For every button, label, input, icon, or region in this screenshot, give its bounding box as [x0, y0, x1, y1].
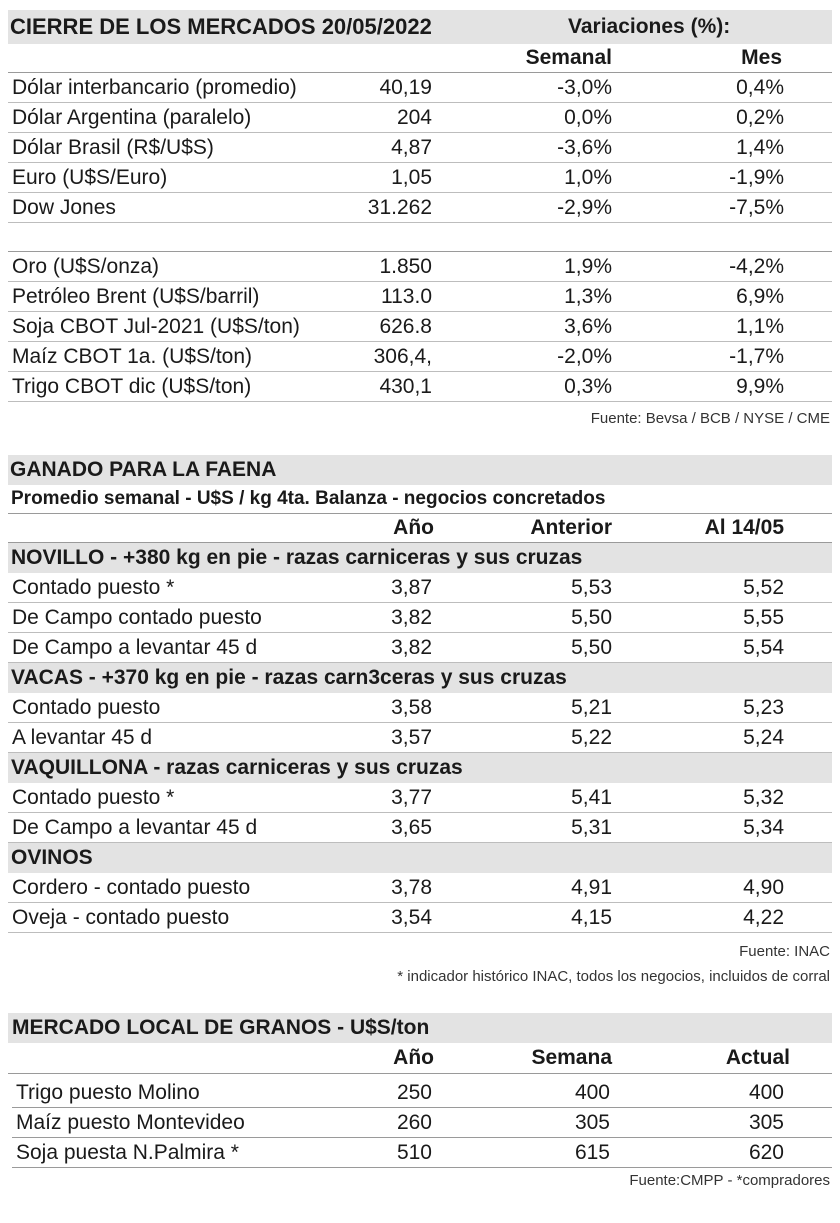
market-value: 40,19 [379, 76, 432, 99]
livestock-al: 5,52 [743, 576, 784, 599]
market-label: Soja CBOT Jul-2021 (U$S/ton) [12, 315, 300, 338]
livestock-anio: 3,87 [391, 576, 432, 599]
livestock-row [8, 783, 832, 813]
market-mes: 9,9% [736, 375, 784, 398]
grain-actual: 305 [748, 1111, 784, 1134]
category-description: - +370 kg en pie - razas carn3ceras y sus cruzas [82, 666, 567, 689]
market-value: 31.262 [367, 196, 432, 219]
market-semanal: 1,9% [564, 255, 612, 278]
livestock-row [8, 903, 832, 933]
col-semanal: Semanal [525, 46, 612, 69]
livestock-anterior: 5,53 [571, 576, 612, 599]
livestock-label: De Campo a levantar 45 d [12, 816, 258, 839]
market-label: Euro (U$S/Euro) [12, 166, 168, 189]
livestock-category-header [8, 843, 832, 873]
livestock-anio: 3,54 [391, 906, 432, 929]
grain-semana: 305 [574, 1111, 610, 1134]
grain-actual: 620 [748, 1141, 784, 1164]
grain-row [12, 1078, 832, 1108]
cierre-group-spacer [8, 223, 832, 252]
market-row [8, 103, 832, 133]
market-mes: -1,7% [729, 345, 784, 368]
livestock-anterior: 4,91 [571, 876, 612, 899]
cierre-header-bar [8, 10, 832, 44]
grain-semana: 615 [574, 1141, 610, 1164]
market-value: 306,4, [373, 345, 432, 368]
livestock-anio: 3,78 [391, 876, 432, 899]
livestock-anterior: 5,41 [571, 786, 612, 809]
livestock-category-header [8, 543, 832, 573]
granos-rows [8, 1078, 832, 1168]
market-semanal: 1,0% [564, 166, 612, 189]
livestock-al: 4,90 [743, 876, 784, 899]
market-row [8, 372, 832, 402]
market-semanal: 1,3% [564, 285, 612, 308]
livestock-al: 5,24 [743, 726, 784, 749]
livestock-al: 5,34 [743, 816, 784, 839]
livestock-label: Oveja - contado puesto [12, 906, 230, 929]
grain-label: Soja puesta N.Palmira * [16, 1141, 239, 1164]
granos-source: Fuente:CMPP - *compradores [629, 1172, 830, 1189]
livestock-al: 5,55 [743, 606, 784, 629]
market-mes: -4,2% [729, 255, 784, 278]
livestock-label: De Campo contado puesto [12, 606, 262, 629]
market-value: 4,87 [391, 136, 432, 159]
col-anterior: Anterior [530, 516, 612, 539]
market-label: Dólar Brasil (R$/U$S) [12, 136, 214, 159]
market-row [8, 342, 832, 372]
col-granos-actual: Actual [725, 1046, 790, 1069]
cierre-title: CIERRE DE LOS MERCADOS 20/05/2022 [10, 14, 432, 39]
ganado-section [8, 455, 832, 985]
grain-label: Maíz puesto Montevideo [16, 1111, 245, 1134]
category-name: NOVILLO [11, 546, 105, 569]
cierre-source: Fuente: Bevsa / BCB / NYSE / CME [590, 410, 830, 427]
col-mes: Mes [741, 46, 782, 69]
livestock-row [8, 813, 832, 843]
livestock-row [8, 603, 832, 633]
category-name: OVINOS [11, 846, 93, 869]
ganado-subtitle: Promedio semanal - U$S / kg 4ta. Balanza - negocios concretados [8, 485, 832, 514]
market-label: Trigo CBOT dic (U$S/ton) [12, 375, 252, 398]
grain-label: Trigo puesto Molino [16, 1081, 200, 1104]
market-value: 430,1 [379, 375, 432, 398]
market-mes: -1,9% [729, 166, 784, 189]
livestock-label: Contado puesto * [12, 786, 175, 809]
category-description: - +380 kg en pie - razas carniceras y sus cruzas [104, 546, 583, 569]
market-semanal: -2,0% [557, 345, 612, 368]
ganado-note: * indicador histórico INAC, todos los negocios, incluidos de corral [397, 968, 830, 985]
livestock-al: 5,23 [743, 696, 784, 719]
livestock-anterior: 5,22 [571, 726, 612, 749]
livestock-label: De Campo a levantar 45 d [12, 636, 258, 659]
ganado-title: GANADO PARA LA FAENA [10, 458, 277, 481]
livestock-anterior: 4,15 [571, 906, 612, 929]
livestock-row [8, 633, 832, 663]
granos-column-headers [8, 1043, 832, 1074]
granos-header-bar [8, 1013, 832, 1043]
market-value: 1.850 [379, 255, 432, 278]
livestock-category-header [8, 753, 832, 783]
market-semanal: 0,0% [564, 106, 612, 129]
livestock-anio: 3,58 [391, 696, 432, 719]
livestock-label: Cordero - contado puesto [12, 876, 251, 899]
cierre-rows-group-b [8, 252, 832, 402]
grain-row [12, 1108, 832, 1138]
cierre-section [8, 10, 832, 427]
market-semanal: -2,9% [557, 196, 612, 219]
livestock-label: Contado puesto [12, 696, 161, 719]
market-value: 626.8 [379, 315, 432, 338]
market-value: 113.0 [381, 285, 432, 308]
livestock-anterior: 5,31 [571, 816, 612, 839]
market-mes: -7,5% [729, 196, 784, 219]
livestock-anio: 3,82 [391, 606, 432, 629]
livestock-row [8, 723, 832, 753]
variaciones-label: Variaciones (%): [568, 15, 731, 38]
market-value: 1,05 [391, 166, 432, 189]
market-row [8, 193, 832, 223]
col-granos-anio: Año [393, 1046, 434, 1069]
livestock-category-header [8, 663, 832, 693]
col-al: Al 14/05 [704, 516, 784, 539]
livestock-anio: 3,82 [391, 636, 432, 659]
market-label: Dólar interbancario (promedio) [12, 76, 297, 99]
market-semanal: 3,6% [564, 315, 612, 338]
category-description: - razas carniceras y sus cruzas [147, 756, 463, 779]
market-semanal: -3,6% [557, 136, 612, 159]
grain-anio: 250 [396, 1081, 432, 1104]
livestock-anterior: 5,21 [571, 696, 612, 719]
cierre-column-headers [8, 44, 832, 73]
granos-title: MERCADO LOCAL DE GRANOS - U$S/ton [12, 1016, 430, 1039]
livestock-anio: 3,77 [391, 786, 432, 809]
livestock-anio: 3,65 [391, 816, 432, 839]
col-granos-semana: Semana [531, 1046, 612, 1069]
grain-semana: 400 [574, 1081, 610, 1104]
market-label: Dólar Argentina (paralelo) [12, 106, 252, 129]
livestock-anterior: 5,50 [571, 636, 612, 659]
category-name: VACAS [11, 666, 83, 689]
ganado-header-bar [8, 455, 832, 485]
livestock-al: 5,32 [743, 786, 784, 809]
grain-row [12, 1138, 832, 1168]
col-anio: Año [393, 516, 434, 539]
market-mes: 1,1% [736, 315, 784, 338]
livestock-label: A levantar 45 d [12, 726, 153, 749]
grain-anio: 260 [396, 1111, 432, 1134]
market-label: Petróleo Brent (U$S/barril) [12, 285, 260, 308]
market-label: Dow Jones [12, 196, 116, 219]
category-name: VAQUILLONA [11, 756, 148, 779]
livestock-al: 5,54 [743, 636, 784, 659]
livestock-label: Contado puesto * [12, 576, 175, 599]
cierre-rows-group-a [8, 73, 832, 223]
ganado-column-headers [8, 514, 832, 543]
grain-anio: 510 [396, 1141, 432, 1164]
market-label: Maíz CBOT 1a. (U$S/ton) [12, 345, 253, 368]
market-row [8, 133, 832, 163]
market-row [8, 252, 832, 282]
market-mes: 1,4% [736, 136, 784, 159]
market-row [8, 312, 832, 342]
ganado-source: Fuente: INAC [739, 943, 830, 960]
livestock-anterior: 5,50 [571, 606, 612, 629]
livestock-anio: 3,57 [391, 726, 432, 749]
market-value: 204 [396, 106, 432, 129]
market-mes: 0,2% [736, 106, 784, 129]
market-mes: 0,4% [736, 76, 784, 99]
livestock-row [8, 693, 832, 723]
livestock-row [8, 573, 832, 603]
market-semanal: 0,3% [564, 375, 612, 398]
grain-actual: 400 [748, 1081, 784, 1104]
market-mes: 6,9% [736, 285, 784, 308]
market-row [8, 73, 832, 103]
market-label: Oro (U$S/onza) [12, 255, 160, 278]
market-semanal: -3,0% [557, 76, 612, 99]
livestock-row [8, 873, 832, 903]
market-row [8, 282, 832, 312]
market-row [8, 163, 832, 193]
granos-section [8, 1013, 832, 1189]
ganado-groups [8, 543, 832, 933]
livestock-al: 4,22 [743, 906, 784, 929]
